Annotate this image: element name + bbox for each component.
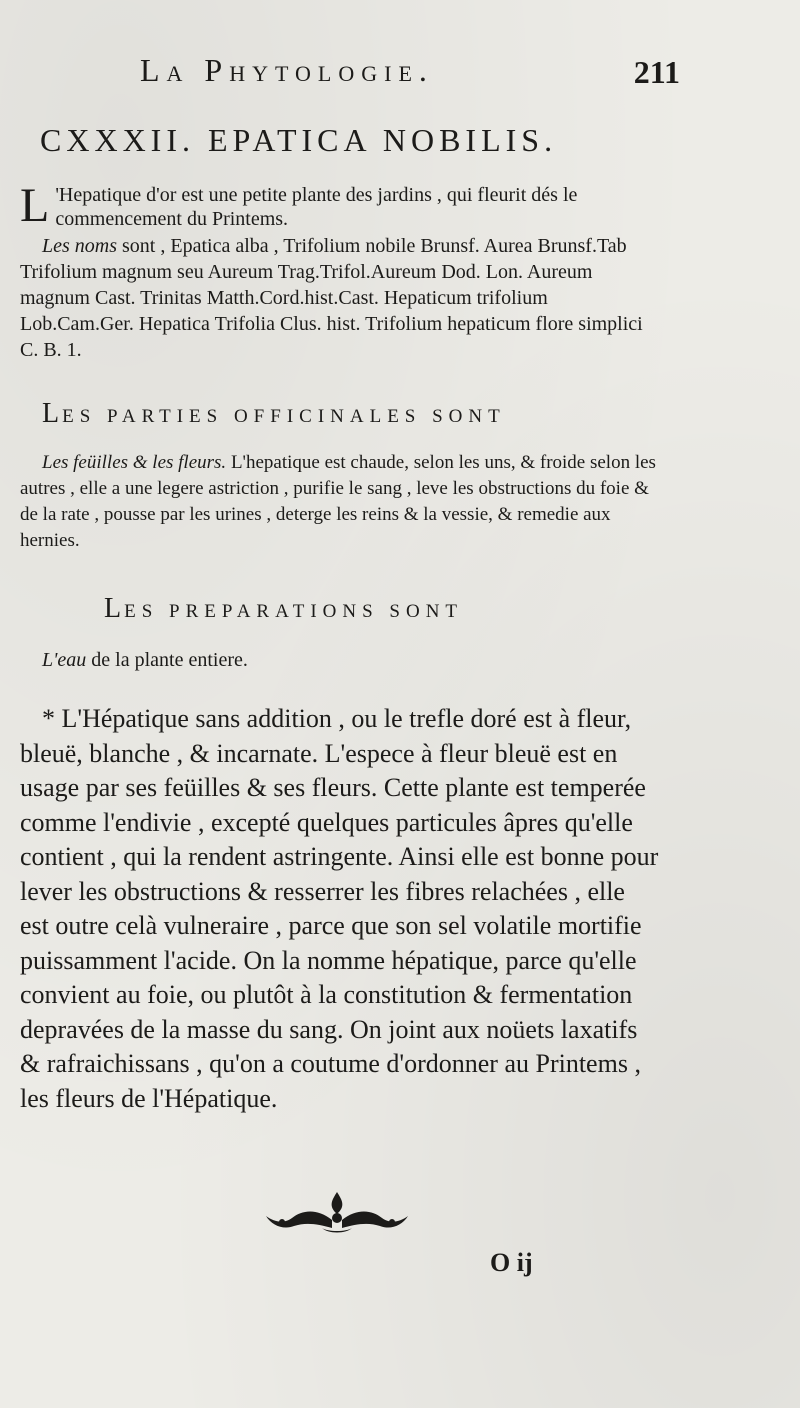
names-label: Les noms (42, 235, 118, 257)
preparations-heading-text: LES PREPARATIONS SONT (104, 593, 464, 624)
intro-paragraph (20, 179, 660, 232)
printers-ornament-icon (262, 1188, 412, 1236)
preparations-text: de la plante entiere. (91, 649, 248, 671)
parties-paragraph (20, 450, 660, 554)
main-paragraph: * L'Hépatique sans addition , ou le trefle doré est à fleur, bleuë, blanche , & incarnate. L'espece à fleur bleuë est en usage par ses feüilles & ses fleurs. Cette plante est temperée comme l'endivie , excepté quelques particules âpres qu'elle contient , qui la rendent astringente. Ainsi elle est bonne pour lever les obstructions & resserrer les fibres relachées , elle est outre celà vulneraire , parce que son sel volatile mortifie puissamment l'acide. On la nomme hépatique, parce qu'elle convient au foie, ou plutôt à la constitution & fermentation depravées de la masse du sang. On joint aux noüets laxatifs & rafraichissans , qu'on a coutume d'ordonner au Printems , les fleurs de l'Hépatique. (20, 704, 659, 1113)
names-text: sont , Epatica alba , Trifolium nobile Brunsf. Aurea Brunsf.Tab Trifolium magnum seu Aureum Trag.Trifol.Aureum Dod. Lon. Aureum magnum Cast. Trinitas Matth.Cord.hist.Cast. Hepaticum trifolium Lob.Cam.Ger. Hepatica Trifolia Clus. hist. Trifolium hepaticum flore simplici C. B. 1. (20, 235, 643, 361)
parties-text: L'hepatique est chaude, selon les uns, & froide selon les autres , elle a une legere astriction , purifie le sang , leve les obstructions du foie & de la rate , pousse par les urines , deterge les reins & la vessie, & remedie aux hernies. (20, 452, 656, 551)
parties-heading (42, 398, 506, 430)
names-paragraph (20, 233, 660, 363)
signature-mark: O ij (490, 1248, 533, 1277)
preparations-paragraph (42, 647, 642, 673)
intro-text: 'Hepatique d'or est une petite plante des jardins , qui fleurit dés le commencement du Printems. (55, 184, 578, 230)
drop-cap: L (20, 179, 50, 232)
article-title: CXXXII. EPATICA NOBILIS. (40, 122, 558, 158)
running-title: La Phytologie. (140, 52, 434, 88)
running-head (140, 52, 680, 98)
preparations-label: L'eau (42, 649, 87, 671)
parties-heading-text: LES PARTIES OFFICINALES SONT (42, 398, 506, 429)
parties-label: Les feüilles & les fleurs. (42, 452, 227, 473)
preparations-heading (104, 593, 463, 625)
page-number: 211 (633, 54, 680, 90)
